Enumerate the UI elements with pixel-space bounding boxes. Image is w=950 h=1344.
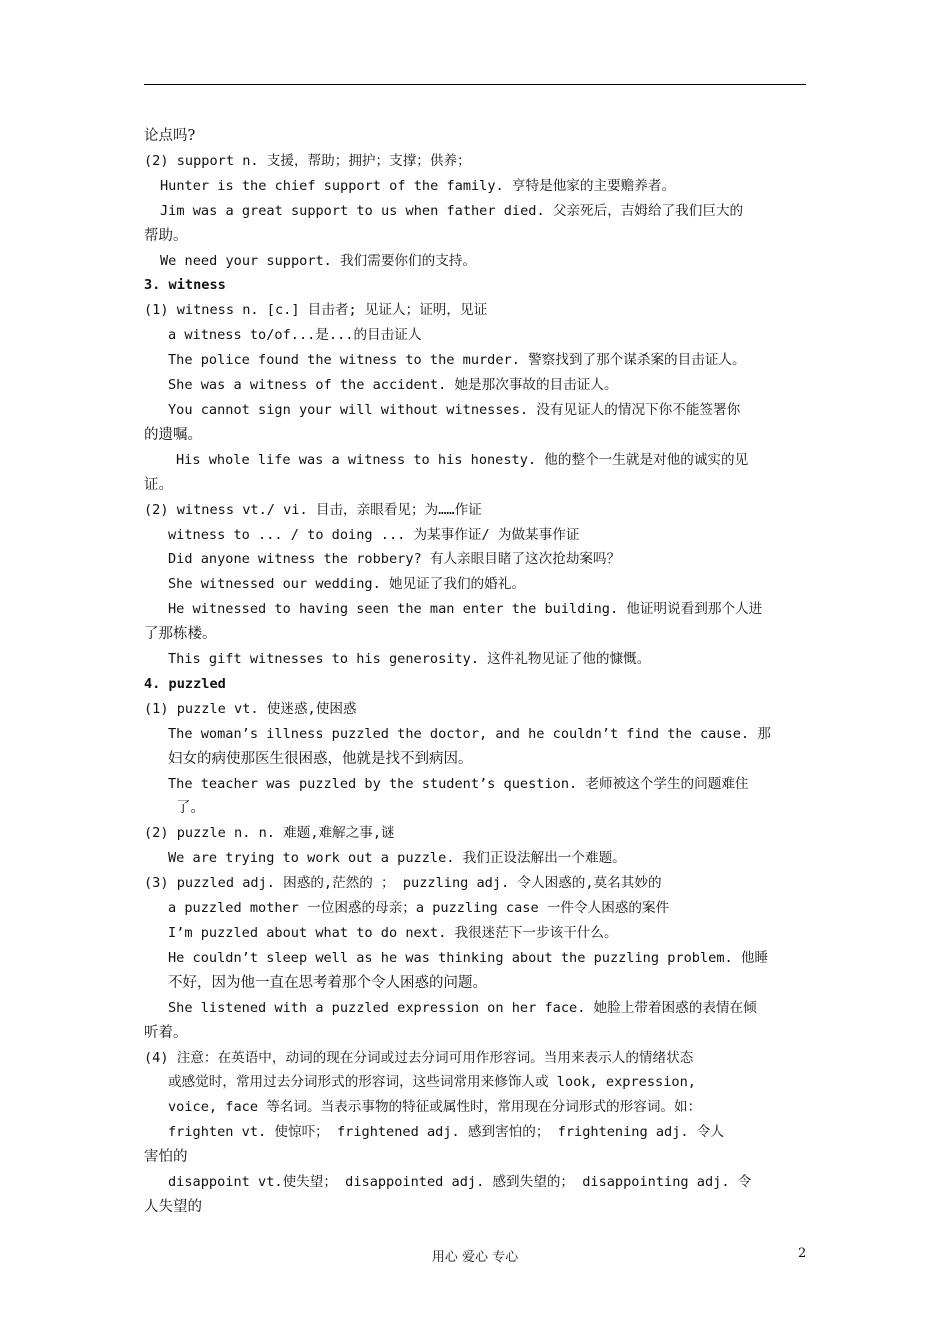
word-forms-line: disappoint vt.使失望； disappointed adj. 感到失望的； disappointing adj. 令 [168, 1174, 752, 1191]
example-sentence: We are trying to work out a puzzle. 我们正设法解出一个难题。 [168, 850, 626, 867]
example-sentence: The teacher was puzzled by the student’s question. 老师被这个学生的问题难住 [168, 775, 749, 792]
definition-line: (3) puzzled adj. 困惑的,茫然的 ； puzzling adj. 令人困惑的,莫名其妙的 [144, 875, 662, 892]
example-sentence: Hunter is the chief support of the family. 亨特是他家的主要赡养者。 [160, 177, 676, 194]
text-line: 害怕的 [144, 1149, 188, 1166]
example-sentence: He witnessed to having seen the man enter the building. 他证明说看到那个人进 [168, 601, 763, 618]
page-number: 2 [798, 1246, 807, 1261]
text-line: 妇女的病使那医生很困惑，他就是找不到病因。 [168, 750, 473, 767]
text-line: 人失望的 [144, 1198, 202, 1215]
definition-line: (1) puzzle vt. 使迷惑,使困惑 [144, 700, 357, 717]
text-line: 了。 [176, 800, 205, 817]
section-heading: 4. puzzled [144, 675, 226, 692]
example-sentence: Did anyone witness the robbery? 有人亲眼目睹了这次抢劫案吗？ [168, 551, 621, 568]
example-sentence: I’m puzzled about what to do next. 我很迷茫下一步该干什么。 [168, 925, 618, 941]
example-sentence: His whole life was a witness to his honesty. 他的整个一生就是对他的诚实的见 [176, 451, 749, 468]
definition-line: (2) puzzle n. n. 难题,难解之事,谜 [144, 825, 395, 842]
definition-line: (1) witness n. [c.] 目击者; 见证人；证明，见证 [144, 302, 488, 319]
example-sentence: This gift witnesses to his generosity. 这件礼物见证了他的慷慨。 [168, 651, 651, 668]
note-line: (4) 注意：在英语中，动词的现在分词或过去分词可用作形容词。当用来表示人的情绪状态 [144, 1049, 694, 1066]
example-sentence: He couldn’t sleep well as he was thinking about the puzzling problem. 他睡 [168, 949, 769, 966]
example-sentence: She was a witness of the accident. 她是那次事故的目击证人。 [168, 377, 618, 394]
text-line: 的遗嘱。 [144, 426, 202, 443]
document-body [144, 124, 808, 1220]
phrase-line: a puzzled mother 一位困惑的母亲；a puzzling case 一件令人困惑的案件 [168, 900, 670, 917]
example-sentence: The woman’s illness puzzled the doctor, and he couldn’t find the cause. 那 [168, 725, 771, 742]
example-sentence: She listened with a puzzled expression on her face. 她脸上带着困惑的表情在倾 [168, 999, 757, 1016]
header-rule [144, 84, 806, 85]
text-line: 证。 [144, 476, 173, 493]
phrase-line: a witness to/of...是...的目击证人 [168, 327, 422, 344]
example-sentence: The police found the witness to the murder. 警察找到了那个谋杀案的目击证人。 [168, 352, 746, 369]
text-line: 帮助。 [144, 227, 188, 244]
text-line: 论点吗? [144, 128, 196, 144]
text-line: 了那栋楼。 [144, 626, 217, 643]
text-line: (2) support n. 支援，帮助；拥护；支撑；供养； [144, 152, 471, 169]
word-forms-line: frighten vt. 使惊吓； frightened adj. 感到害怕的； frightening adj. 令人 [168, 1124, 724, 1141]
definition-line: (2) witness vt./ vi. 目击，亲眼看见；为……作证 [144, 501, 482, 518]
note-line: voice, face 等名词。当表示事物的特征或属性时，常用现在分词形式的形容词。如： [168, 1099, 702, 1116]
note-line: 或感觉时，常用过去分词形式的形容词，这些词常用来修饰人或 look, expression, [168, 1074, 696, 1091]
example-sentence: Jim was a great support to us when father died. 父亲死后，吉姆给了我们巨大的 [160, 202, 744, 219]
page-footer: 用心 爱心 专心 [431, 1250, 519, 1265]
text-line: 听着。 [144, 1024, 188, 1041]
section-heading: 3. witness [144, 277, 226, 294]
example-sentence: We need your support. 我们需要你们的支持。 [160, 252, 476, 269]
phrase-line: witness to ... / to doing ... 为某事作证/ 为做某事作证 [168, 526, 580, 543]
example-sentence: You cannot sign your will without witnesses. 没有见证人的情况下你不能签署你 [168, 401, 741, 418]
example-sentence: She witnessed our wedding. 她见证了我们的婚礼。 [168, 576, 525, 593]
text-line: 不好，因为他一直在思考着那个令人困惑的问题。 [168, 974, 487, 991]
